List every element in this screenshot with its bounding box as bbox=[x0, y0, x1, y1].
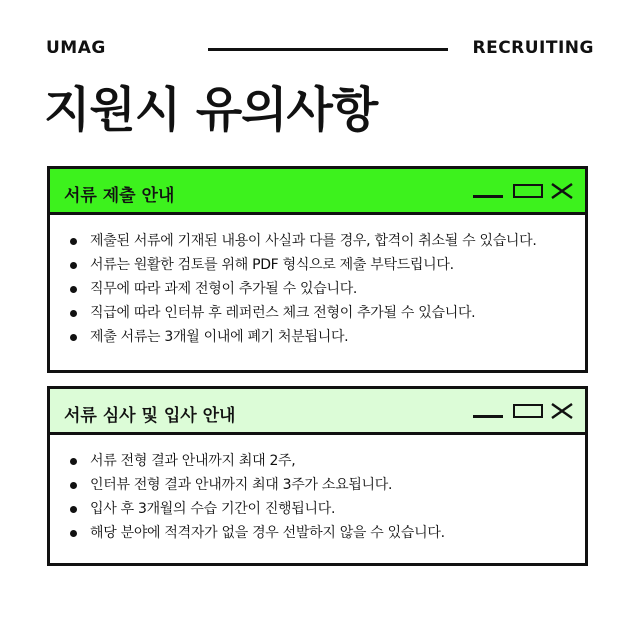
list-item: 인터뷰 전형 결과 안내까지 최대 3주가 소요됩니다. bbox=[70, 473, 585, 497]
maximize-icon bbox=[513, 184, 543, 198]
list-item: 직무에 따라 과제 전형이 추가될 수 있습니다. bbox=[70, 277, 585, 301]
brand-name: UMAG bbox=[46, 38, 106, 58]
notice-list bbox=[50, 215, 585, 349]
recruiting-tag: RECRUITING bbox=[472, 38, 594, 58]
page-title: 지원시 유의사항 bbox=[44, 82, 378, 138]
list-item: 제출 서류는 3개월 이내에 폐기 처분됩니다. bbox=[70, 325, 585, 349]
panel-header bbox=[50, 389, 585, 435]
window-controls bbox=[473, 401, 573, 421]
list-item: 제출된 서류에 기재된 내용이 사실과 다를 경우, 합격이 취소될 수 있습니다. bbox=[70, 229, 585, 253]
close-icon bbox=[551, 402, 573, 420]
panel-header bbox=[50, 169, 585, 215]
panel-title: 서류 심사 및 입사 안내 bbox=[64, 406, 236, 426]
close-icon bbox=[551, 182, 573, 200]
list-item: 서류 전형 결과 안내까지 최대 2주, bbox=[70, 449, 585, 473]
list-item: 서류는 원활한 검토를 위해 PDF 형식으로 제출 부탁드립니다. bbox=[70, 253, 585, 277]
maximize-icon bbox=[513, 404, 543, 418]
list-item: 직급에 따라 인터뷰 후 레퍼런스 체크 전형이 추가될 수 있습니다. bbox=[70, 301, 585, 325]
notice-list bbox=[50, 435, 585, 545]
document-submission-panel bbox=[47, 166, 588, 373]
minimize-icon bbox=[473, 195, 503, 198]
header-divider bbox=[208, 48, 448, 51]
panel-title: 서류 제출 안내 bbox=[64, 186, 175, 206]
screening-and-onboarding-panel bbox=[47, 386, 588, 566]
top-bar bbox=[46, 38, 594, 62]
minimize-icon bbox=[473, 415, 503, 418]
list-item: 입사 후 3개월의 수습 기간이 진행됩니다. bbox=[70, 497, 585, 521]
list-item: 해당 분야에 적격자가 없을 경우 선발하지 않을 수 있습니다. bbox=[70, 521, 585, 545]
window-controls bbox=[473, 181, 573, 201]
